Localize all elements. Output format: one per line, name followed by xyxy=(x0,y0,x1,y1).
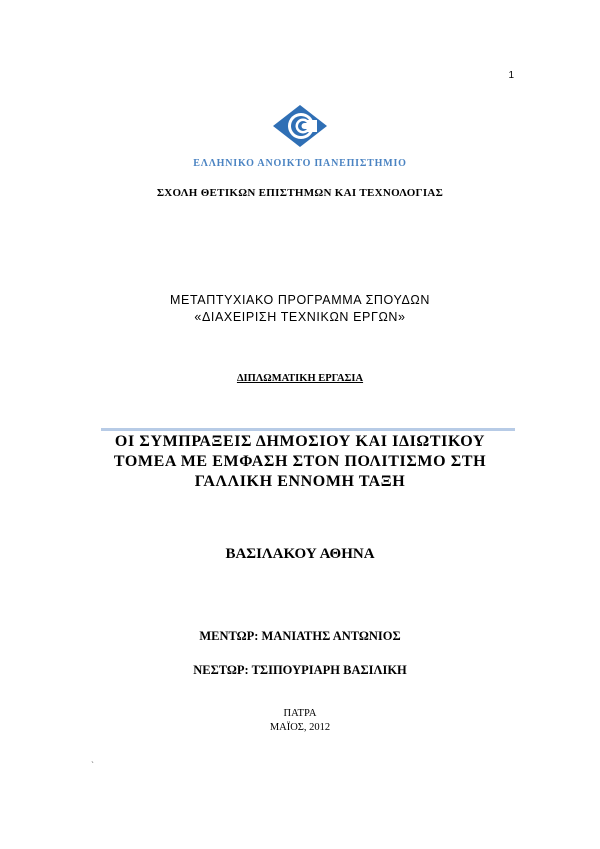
program-line-2: «ΔΙΑΧΕΙΡΙΣΗ ΤΕΧΝΙΚΩΝ ΕΡΓΩΝ» xyxy=(194,310,406,324)
date: ΜΑΪΟΣ, 2012 xyxy=(269,722,331,733)
city: ΠΑΤΡΑ xyxy=(283,708,317,719)
program-line-1: ΜΕΤΑΠΤΥΧΙΑΚΟ ΠΡΟΓΡΑΜΜΑ ΣΠΟΥΔΩΝ xyxy=(170,293,430,307)
thesis-type: ΔΙΠΛΩΜΑΤΙΚΗ ΕΡΓΑΣΙΑ xyxy=(236,373,364,384)
nestor: ΝΕΣΤΩΡ: ΤΣΙΠΟΥΡΙΑΡΗ ΒΑΣΙΛΙΚΗ xyxy=(193,663,407,677)
title-line-2: ΤΟΜΕΑ ΜΕ ΕΜΦΑΣΗ ΣΤΟΝ ΠΟΛΙΤΙΣΜΟ ΣΤΗ xyxy=(113,453,487,470)
university-name: ΕΛΛΗΝΙΚΟ ΑΝΟΙΚΤΟ ΠΑΝΕΠΙΣΤΗΜΙΟ xyxy=(193,158,407,169)
school-name: ΣΧΟΛΗ ΘΕΤΙΚΩΝ ΕΠΙΣΤΗΜΩΝ ΚΑΙ ΤΕΧΝΟΛΟΓΙΑΣ xyxy=(156,187,444,199)
page-number: 1 xyxy=(508,70,514,81)
place-date-block xyxy=(0,707,600,735)
title-divider xyxy=(101,428,515,431)
stray-mark: ` xyxy=(91,760,94,770)
title-line-1: ΟΙ ΣΥΜΠΡΑΞΕΙΣ ΔΗΜΟΣΙΟΥ ΚΑΙ ΙΔΙΩΤΙΚΟΥ xyxy=(114,433,486,450)
thesis-title xyxy=(0,432,600,492)
university-logo-icon xyxy=(272,104,328,148)
author-name: ΒΑΣΙΛΑΚΟΥ ΑΘΗΝΑ xyxy=(225,546,375,562)
program-block xyxy=(0,292,600,326)
title-line-3: ΓΑΛΛΙΚΗ ΕΝΝΟΜΗ ΤΑΞΗ xyxy=(194,473,406,490)
mentor: ΜΕΝΤΩΡ: ΜΑΝΙΑΤΗΣ ΑΝΤΩΝΙΟΣ xyxy=(199,629,401,643)
